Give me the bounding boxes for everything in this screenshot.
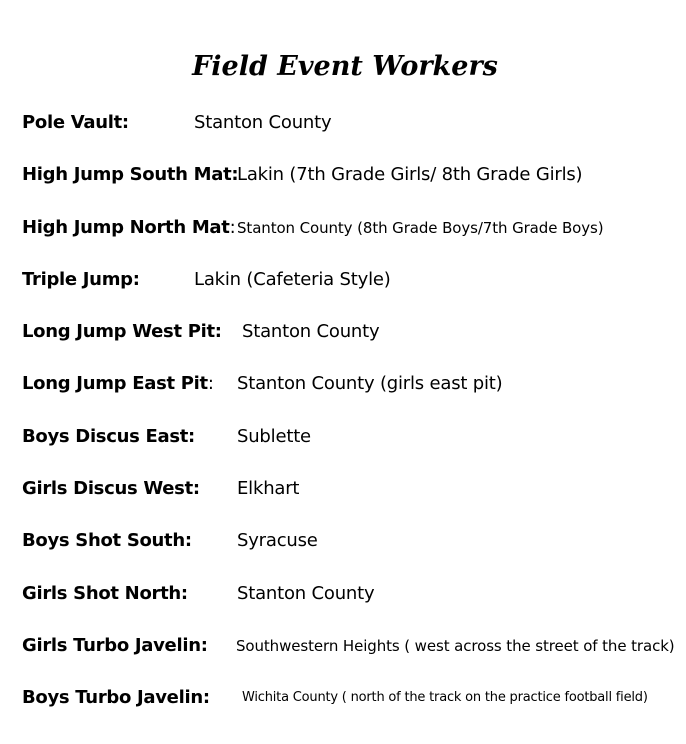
event-row-long-jump-east	[0, 368, 686, 400]
event-row-girls-shot	[0, 578, 686, 610]
event-row-girls-javelin	[0, 630, 686, 662]
event-label-text: Long Jump East Pit	[22, 373, 208, 394]
event-worker: Stanton County (girls east pit)	[237, 373, 503, 394]
event-label-colon: :	[229, 217, 236, 238]
event-label: Girls Turbo Javelin:	[22, 635, 208, 656]
event-label: Pole Vault:	[22, 112, 129, 133]
page-title: Field Event Workers	[192, 51, 498, 82]
event-worker: Wichita County ( north of the track on the practice football field)	[242, 690, 648, 705]
event-worker: Stanton County	[242, 321, 380, 342]
event-label: Boys Turbo Javelin:	[22, 687, 210, 708]
event-label: Boys Discus East:	[22, 426, 195, 447]
event-worker: Stanton County (8th Grade Boys/7th Grade Boys)	[237, 219, 604, 237]
event-label	[22, 368, 214, 400]
event-row-high-jump-north	[0, 212, 686, 244]
event-label: Girls Discus West:	[22, 478, 200, 499]
event-worker: Elkhart	[237, 478, 300, 499]
event-worker: Lakin (7th Grade Girls/ 8th Grade Girls)	[237, 164, 583, 185]
event-label: Triple Jump:	[22, 269, 140, 290]
event-label: Long Jump West Pit:	[22, 321, 222, 342]
event-worker: Syracuse	[237, 530, 318, 551]
event-label: High Jump South Mat:	[22, 164, 239, 185]
event-worker: Stanton County	[194, 112, 332, 133]
event-worker: Sublette	[237, 426, 311, 447]
event-row-boys-javelin	[0, 682, 686, 714]
event-row-long-jump-west	[0, 316, 686, 348]
event-worker: Southwestern Heights ( west across the street of the track)	[236, 637, 675, 655]
event-label: Boys Shot South:	[22, 530, 192, 551]
event-label: Girls Shot North:	[22, 583, 188, 604]
event-row-pole-vault	[0, 107, 686, 139]
event-label-colon: :	[207, 373, 214, 394]
event-label-text: High Jump North Mat	[22, 217, 230, 238]
event-row-high-jump-south	[0, 159, 686, 191]
event-worker: Stanton County	[237, 583, 375, 604]
event-worker: Lakin (Cafeteria Style)	[194, 269, 391, 290]
event-row-boys-shot	[0, 525, 686, 557]
event-row-triple-jump	[0, 264, 686, 296]
event-row-girls-discus	[0, 473, 686, 505]
event-row-boys-discus	[0, 421, 686, 453]
event-label	[22, 212, 235, 244]
